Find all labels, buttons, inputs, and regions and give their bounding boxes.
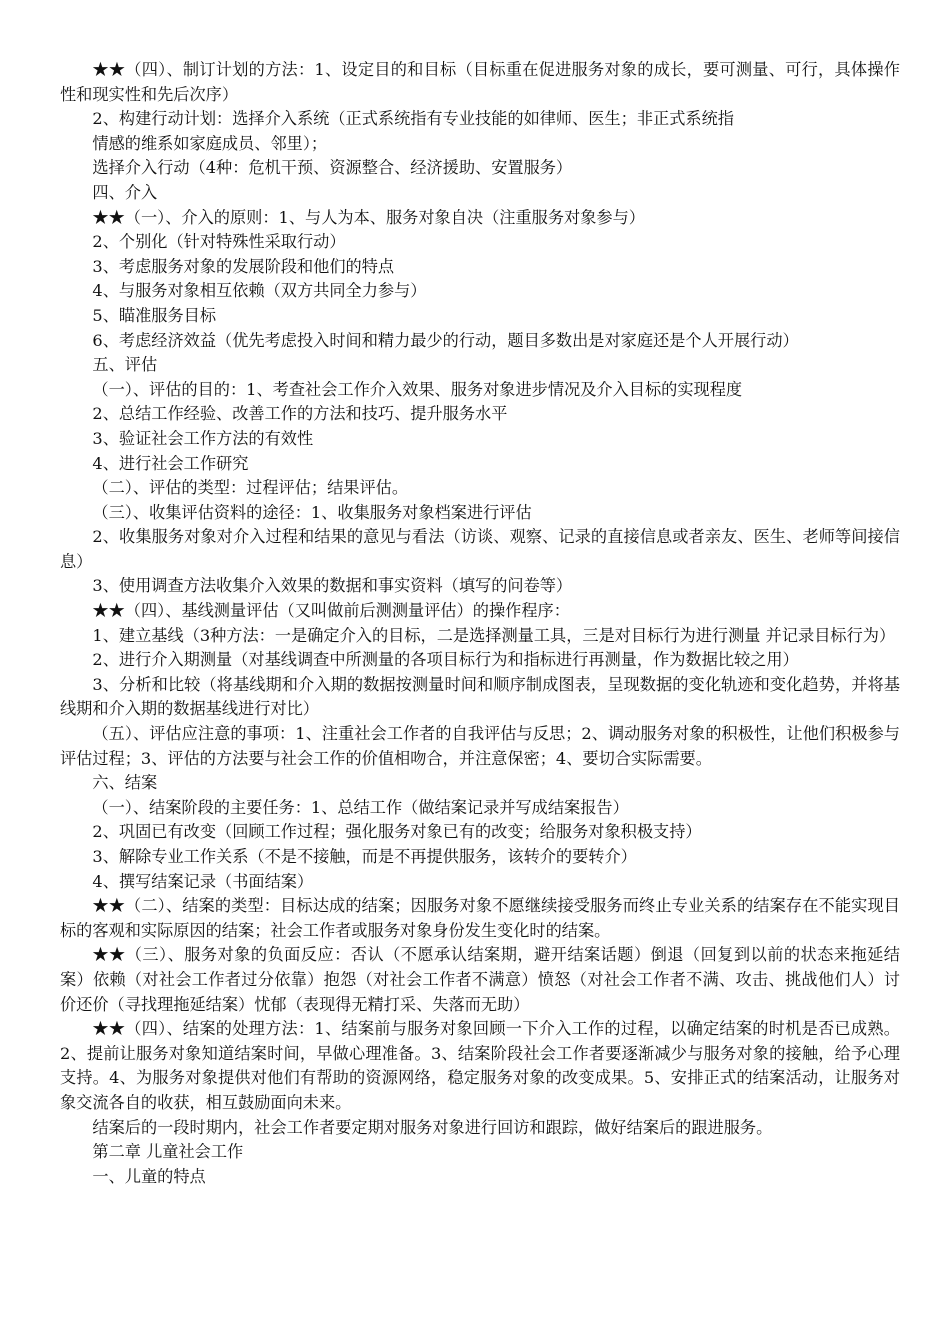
paragraph: 第二章 儿童社会工作 xyxy=(92,1142,244,1162)
paragraph: 一、儿童的特点 xyxy=(92,1166,206,1186)
paragraph: （一）、评估的目的：1、考查社会工作介入效果、服务对象进步情况及介入目标的实现程度 xyxy=(92,379,743,399)
paragraph: 情感的维系如家庭成员、邻里）； xyxy=(92,133,328,153)
paragraph: 3、解除专业工作关系（不是不接触，而是不再提供服务，该转介的要转介） xyxy=(92,847,637,866)
paragraph: 4、撰写结案记录（书面结案） xyxy=(92,871,314,891)
paragraph: 3、分析和比较（将基线期和介入期的数据按测量时间和顺序制成图表，呈现数据的变化轨迹和变化趋势，并将基线期和介入期的数据基线进行对比） xyxy=(60,674,900,719)
paragraph: 4、进行社会工作研究 xyxy=(92,453,249,473)
paragraph: （一）、结案阶段的主要任务：1、总结工作（做结案记录并写成结案报告） xyxy=(92,797,629,817)
paragraph: ★★（四）、结案的处理方法：1、结案前与服务对象回顾一下介入工作的过程，以确定结案的时机是否已成熟。2、提前让服务对象知道结案时间，早做心理准备。3、结案阶段社会工作者要逐渐减少与服务对象的接触，给予心理支持。4、为服务对象提供对他们有帮助的资源网络，稳定服务对象的改变成果。5、安排正式的结案活动，让服务对象交流各自的收获，相互鼓励面向未来。 xyxy=(60,1019,900,1112)
paragraph: 结案后的一段时期内，社会工作者要定期对服务对象进行回访和跟踪，做好结案后的跟进服务。 xyxy=(92,1117,773,1137)
paragraph: ★★（四）、基线测量评估（又叫做前后测测量评估）的操作程序： xyxy=(92,601,570,621)
paragraph: 5、瞄准服务目标 xyxy=(92,305,217,325)
paragraph: 2、巩固已有改变（回顾工作过程；强化服务对象已有的改变；给服务对象积极支持） xyxy=(92,822,702,842)
paragraph: （三）、收集评估资料的途径：1、收集服务对象档案进行评估 xyxy=(92,502,532,522)
paragraph: 2、收集服务对象对介入过程和结果的意见与看法（访谈、观察、记录的直接信息或者亲友、医生、老师等间接信息） xyxy=(60,527,900,571)
paragraph: 3、考虑服务对象的发展阶段和他们的特点 xyxy=(92,256,395,276)
document-body xyxy=(60,58,900,1189)
paragraph: 4、与服务对象相互依赖（双方共同全力参与） xyxy=(92,281,427,301)
paragraph: （二）、评估的类型：过程评估；结果评估。 xyxy=(92,478,409,498)
paragraph: 选择介入行动（4种：危机干预、资源整合、经济援助、安置服务） xyxy=(92,158,573,178)
paragraph: 2、总结工作经验、改善工作的方法和技巧、提升服务水平 xyxy=(92,404,508,424)
paragraph: ★★（四）、制订计划的方法：1、设定目的和目标（目标重在促进服务对象的成长，要可测量、可行，具体操作性和现实性和先后次序） xyxy=(60,60,900,104)
paragraph: ★★（二）、结案的类型：目标达成的结案；因服务对象不愿继续接受服务而终止专业关系的结案存在不能实现目标的客观和实际原因的结案；社会工作者或服务对象身份发生变化时的结案。 xyxy=(60,896,900,940)
paragraph: 1、建立基线（3种方法：一是确定介入的目标，二是选择测量工具，三是对目标行为进行测量 并记录目标行为） xyxy=(92,625,896,645)
paragraph: 2、个别化（针对特殊性采取行动） xyxy=(92,232,346,252)
paragraph: 2、进行介入期测量（对基线调查中所测量的各项目标行为和指标进行再测量，作为数据比较之用） xyxy=(92,650,799,670)
paragraph: 六、结案 xyxy=(92,773,158,793)
paragraph: ★★（一）、介入的原则：1、与人为本、服务对象自决（注重服务对象参与） xyxy=(92,207,645,227)
paragraph: （五）、评估应注意的事项：1、注重社会工作者的自我评估与反思；2、调动服务对象的积极性，让他们积极参与评估过程；3、评估的方法要与社会工作的价值相吻合，并注意保密；4、要切合实际需要。 xyxy=(60,724,900,768)
paragraph: 3、使用调查方法收集介入效果的数据和事实资料（填写的问卷等） xyxy=(92,576,573,596)
paragraph: 3、验证社会工作方法的有效性 xyxy=(92,428,314,448)
paragraph: 四、介入 xyxy=(92,182,158,202)
paragraph: 五、评估 xyxy=(92,355,158,375)
paragraph: 2、构建行动计划：选择介入系统（正式系统指有专业技能的如律师、医生；非正式系统指 xyxy=(92,109,734,129)
paragraph: 6、考虑经济效益（优先考虑投入时间和精力最少的行动，题目多数出是对家庭还是个人开展行动） xyxy=(92,330,799,350)
paragraph: ★★（三）、服务对象的负面反应：否认（不愿承认结案期，避开结案话题）倒退（回复到以前的状态来拖延结案）依赖（对社会工作者过分依靠）抱怨（对社会工作者不满意）愤怒（对社会工作者不满、攻击、挑战他们人）讨价还价（寻找理拖延结案）忧郁（表现得无精打采、失落而无助） xyxy=(60,945,900,1014)
